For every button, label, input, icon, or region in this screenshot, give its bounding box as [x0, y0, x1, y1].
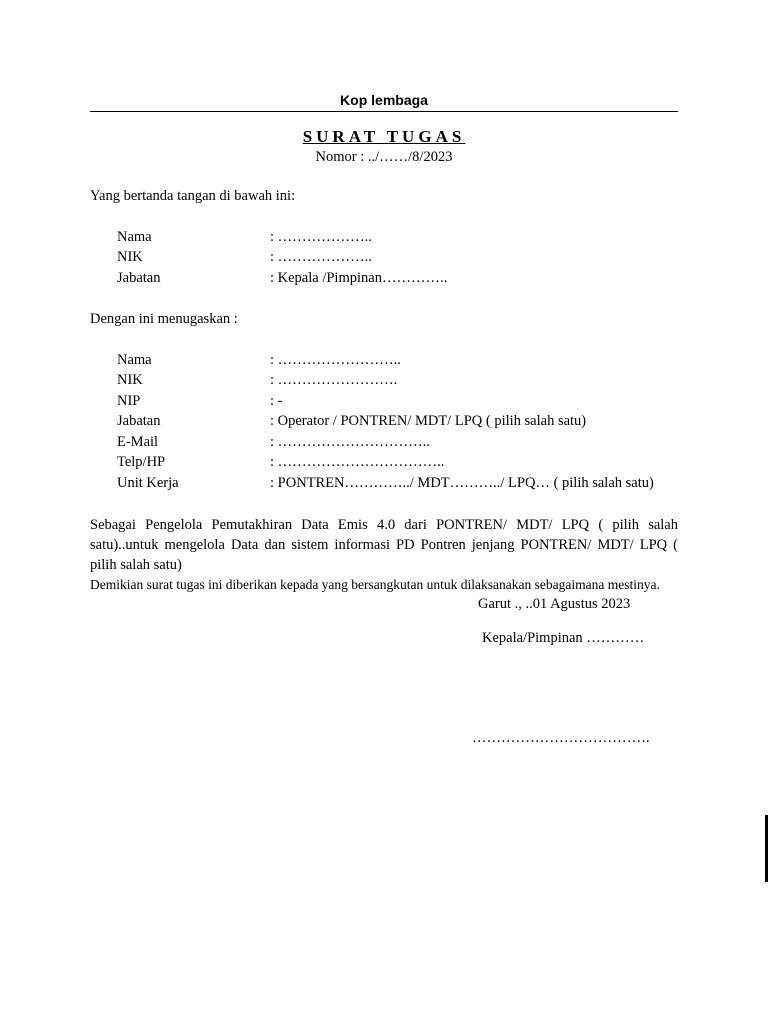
assignee-jabatan-value: : Operator / PONTREN/ MDT/ LPQ ( pilih salah satu) [270, 413, 587, 429]
signer-nik-label: NIK [117, 249, 143, 265]
assignee-unit-label: Unit Kerja [117, 475, 179, 491]
assignee-nip-label: NIP [117, 393, 141, 409]
signer-jabatan-label: Jabatan [117, 270, 161, 286]
assignee-phone-value: : …………………………….. [270, 454, 445, 470]
signature-line: ………………………………. [472, 730, 650, 746]
assignee-unit-value: : PONTREN…………../ MDT………../ LPQ… ( pilih salah satu) [270, 475, 654, 491]
letterhead-divider [90, 111, 678, 112]
place-date: Garut ., ..01 Agustus 2023 [478, 596, 631, 612]
signer-nik-value: : ……………….. [270, 249, 372, 265]
assignee-phone-label: Telp/HP [117, 454, 166, 470]
signer-jabatan-value: : Kepala /Pimpinan………….. [270, 270, 448, 286]
assignee-nip-value: : - [270, 393, 283, 409]
document-title: SURAT TUGAS [302, 127, 466, 146]
signer-title: Kepala/Pimpinan ………… [482, 630, 645, 646]
assignee-jabatan-label: Jabatan [117, 413, 161, 429]
document-number: Nomor : ../……/8/2023 [315, 149, 453, 165]
assignee-email-value: : ………………………….. [270, 434, 430, 450]
signer-name-label: Nama [117, 229, 152, 245]
closing-statement: Demikian surat tugas ini diberikan kepada yang bersangkutan untuk dilaksanakan sebagaimana mestinya. [90, 577, 660, 592]
assignee-nik-value: : ……………………. [270, 372, 398, 388]
intro-text: Yang bertanda tangan di bawah ini: [90, 188, 296, 204]
assignee-email-label: E-Mail [117, 434, 159, 450]
assignee-name-label: Nama [117, 352, 152, 368]
assignment-intro: Dengan ini menugaskan : [90, 311, 238, 327]
letterhead-label: Kop lembaga [340, 92, 428, 108]
assignment-description: Sebagai Pengelola Pemutakhiran Data Emis 4.0 dari PONTREN/ MDT/ LPQ ( pilih salah satu)..untuk mengelola Data dan sistem informasi PD Pontren jenjang PONTREN/ MDT/ LPQ ( pilih salah satu) [90, 517, 678, 573]
signer-name-value: : ……………….. [270, 229, 372, 245]
assignee-name-value: : …………………….. [270, 352, 401, 368]
assignee-nik-label: NIK [117, 372, 143, 388]
